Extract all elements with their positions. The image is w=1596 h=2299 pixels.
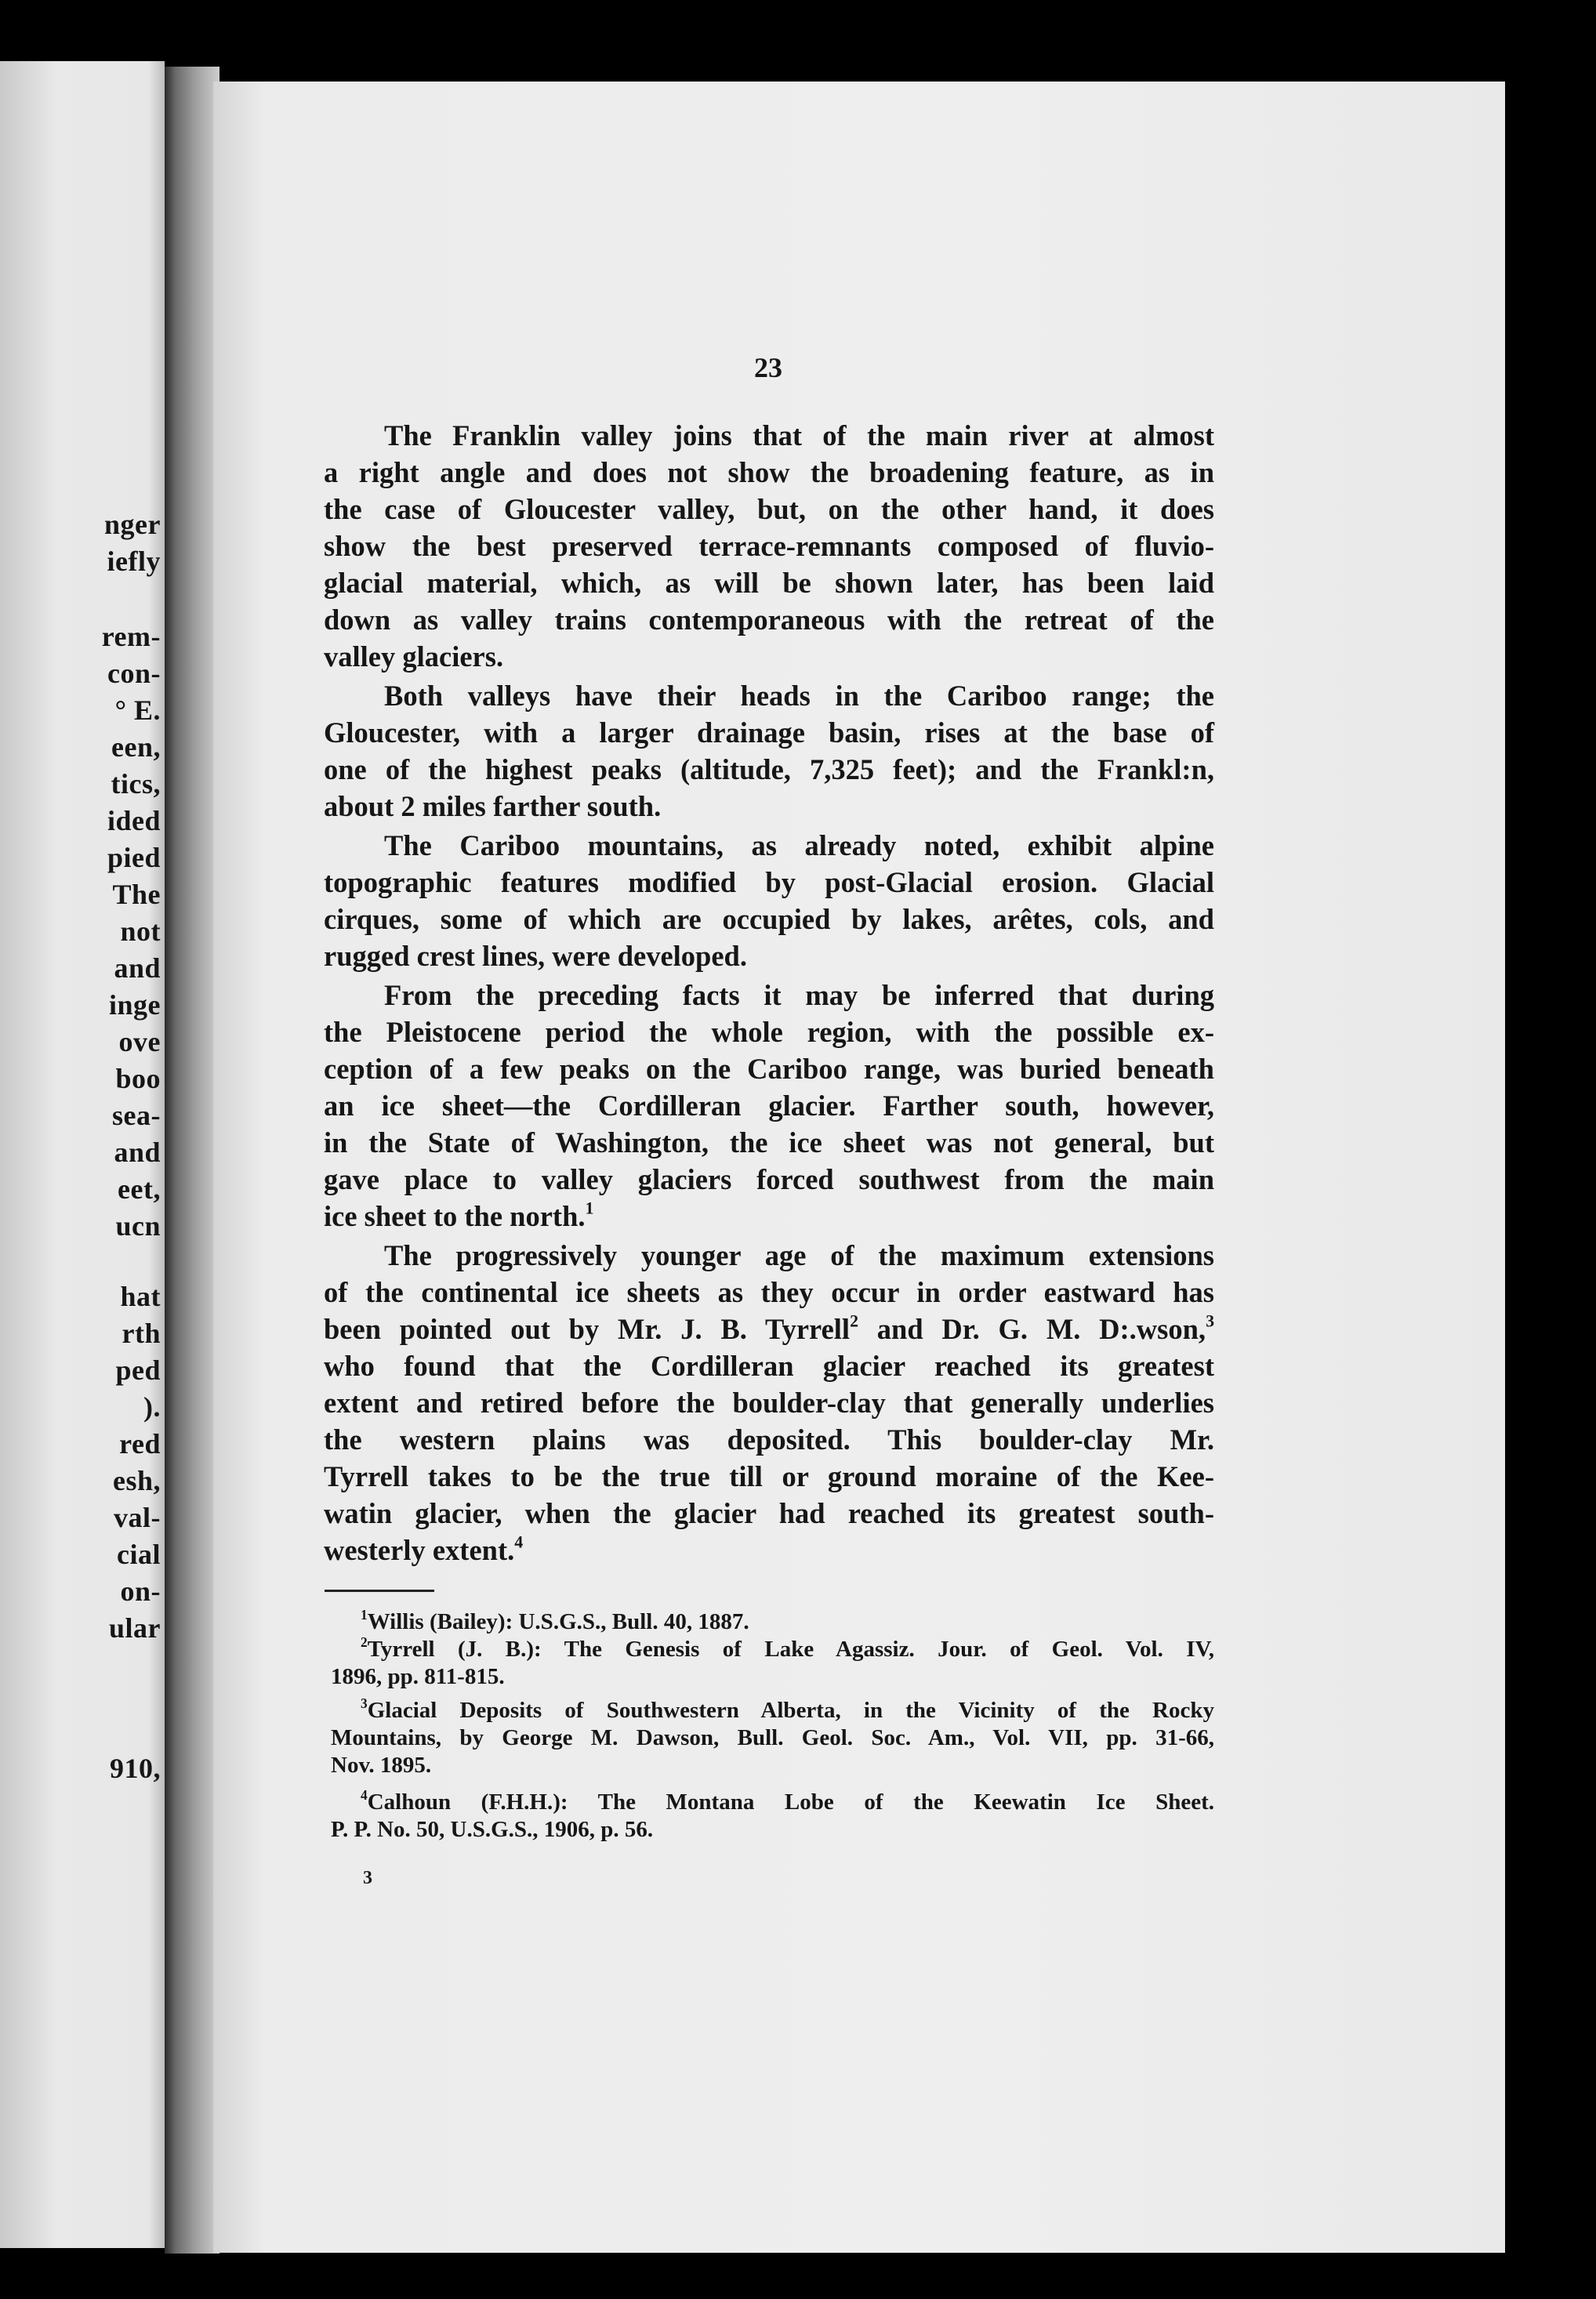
left-page-fragment: pied <box>107 842 161 873</box>
body-line: of the continental ice sheets as they occur in order eastward has <box>324 1276 1214 1308</box>
footnote-ref: 4 <box>514 1532 524 1552</box>
footnote-text: Glacial Deposits of Southwestern Alberta, in the Vicinity of the Rocky <box>367 1698 1214 1723</box>
left-page-fragment: ular <box>108 1612 161 1644</box>
left-page-fragment: con- <box>107 658 161 689</box>
page-number: 23 <box>754 352 782 383</box>
footnote-continuation: Nov. 1895. <box>331 1753 432 1778</box>
body-line-text: westerly extent. <box>324 1534 515 1566</box>
body-line: an ice sheet—the Cordilleran glacier. Farther south, however, <box>324 1090 1214 1122</box>
body-line: topographic features modified by post-Glacial erosion. Glacial <box>324 866 1214 898</box>
body-line <box>324 1532 1214 1566</box>
left-page-fragment: on- <box>120 1576 161 1607</box>
footnote-continuation: 1896, pp. 811-815. <box>331 1664 505 1689</box>
body-line: Gloucester, with a larger drainage basin, rises at the base of <box>324 716 1214 749</box>
left-page-fragment: ). <box>143 1391 161 1423</box>
body-line: Both valleys have their heads in the Cariboo range; the <box>384 680 1214 712</box>
left-page-fragment: ove <box>118 1026 161 1057</box>
body-line: a right angle and does not show the broadening feature, as in <box>324 456 1214 488</box>
body-line: The progressively younger age of the maximum extensions <box>384 1239 1214 1271</box>
footnote <box>361 1695 1214 1723</box>
body-line: From the preceding facts it may be inferred that during <box>384 979 1214 1011</box>
body-line: watin glacier, when the glacier had reached its greatest south- <box>324 1497 1214 1529</box>
body-line <box>324 1311 1215 1345</box>
body-line: the western plains was deposited. This boulder-clay Mr. <box>324 1423 1214 1456</box>
footnote-mark: 1 <box>361 1606 368 1623</box>
left-page-fragment: inge <box>108 989 161 1021</box>
left-page-fragment: esh, <box>112 1465 161 1496</box>
left-page-fragment: val- <box>114 1502 161 1533</box>
body-line: the case of Gloucester valley, but, on the other hand, it does <box>324 493 1214 525</box>
body-line: ception of a few peaks on the Cariboo range, was buried beneath <box>324 1053 1214 1085</box>
left-page-fragment: ided <box>107 805 161 836</box>
footnote-text: Willis (Bailey): U.S.G.S., Bull. 40, 1887. <box>367 1609 749 1634</box>
footnote-mark: 2 <box>361 1634 368 1650</box>
footnote-ref: 1 <box>585 1198 594 1218</box>
left-page-fragment: een, <box>111 731 161 763</box>
left-page-fragment: 910, <box>110 1753 161 1784</box>
body-line: down as valley trains contemporaneous with the retreat of the <box>324 604 1214 636</box>
body-line: gave place to valley glaciers forced southwest from the main <box>324 1163 1214 1195</box>
left-page-fragment: iefly <box>107 546 161 577</box>
footnote-rule <box>325 1590 434 1592</box>
body-line: the Pleistocene period the whole region, with the possible ex- <box>324 1016 1214 1048</box>
left-page-fragment: ped <box>115 1354 161 1386</box>
body-line: valley glaciers. <box>324 640 504 673</box>
left-page-fragment: and <box>114 1137 161 1168</box>
footnote <box>361 1606 1214 1634</box>
left-page-fragment: hat <box>120 1281 161 1312</box>
left-page-fragment: and <box>114 952 161 984</box>
left-page-fragment: ucn <box>115 1210 161 1242</box>
body-line: show the best preserved terrace-remnants composed of fluvio- <box>324 530 1214 562</box>
footnote-text: Tyrrell (J. B.): The Genesis of Lake Agassiz. Jour. of Geol. Vol. IV, <box>367 1637 1214 1662</box>
left-page-fragment: boo <box>115 1063 161 1094</box>
body-line: Tyrrell takes to be the true till or ground moraine of the Kee- <box>324 1460 1214 1492</box>
left-page-fragment: ° E. <box>114 694 161 726</box>
footnote-continuation: P. P. No. 50, U.S.G.S., 1906, p. 56. <box>331 1817 654 1842</box>
previous-page-edge <box>0 61 165 2248</box>
left-page-fragment: sea- <box>112 1100 161 1131</box>
body-line: about 2 miles farther south. <box>324 790 662 822</box>
body-line: glacial material, which, as will be shown later, has been laid <box>324 567 1214 599</box>
footnote-ref: 2 <box>850 1311 859 1331</box>
left-page-fragment: nger <box>104 509 161 540</box>
footnote-continuation: Mountains, by George M. Dawson, Bull. Geol. Soc. Am., Vol. VII, pp. 31-66, <box>331 1725 1214 1750</box>
left-page-fragment: not <box>120 916 161 947</box>
body-line <box>324 1198 1214 1232</box>
body-line: who found that the Cordilleran glacier reached its greatest <box>324 1350 1214 1382</box>
left-page-fragment: rth <box>122 1318 161 1349</box>
left-page-fragment: The <box>112 879 161 910</box>
body-line: cirques, some of which are occupied by lakes, arêtes, cols, and <box>324 903 1214 935</box>
printer-signature-mark: 3 <box>363 1868 372 1888</box>
body-line: The Franklin valley joins that of the main river at almost <box>384 419 1214 451</box>
left-page-fragment: eet, <box>118 1173 161 1205</box>
body-line: The Cariboo mountains, as already noted, exhibit alpine <box>384 829 1214 861</box>
footnote <box>361 1786 1214 1815</box>
left-page-fragment: cial <box>117 1539 161 1570</box>
left-page-fragment: tics, <box>111 768 161 800</box>
body-line: rugged crest lines, were developed. <box>324 940 747 972</box>
footnote <box>361 1634 1214 1662</box>
body-line: in the State of Washington, the ice sheet was not general, but <box>324 1126 1214 1159</box>
body-line-text: ice sheet to the north. <box>324 1200 586 1232</box>
footnote-mark: 3 <box>361 1695 368 1711</box>
body-line-text: and Dr. G. M. D:.wson, <box>858 1313 1206 1345</box>
body-line-text: been pointed out by Mr. J. B. Tyrrell <box>324 1313 851 1345</box>
footnote-mark: 4 <box>361 1786 368 1803</box>
footnote-ref: 3 <box>1206 1311 1215 1331</box>
body-line: one of the highest peaks (altitude, 7,325 feet); and the Frankl:n, <box>324 753 1214 785</box>
binding-gutter <box>165 67 219 2254</box>
body-line: extent and retired before the boulder-clay that generally underlies <box>324 1387 1214 1419</box>
left-page-fragment: rem- <box>101 621 161 652</box>
left-page-fragment: red <box>119 1428 161 1460</box>
footnote-text: Calhoun (F.H.H.): The Montana Lobe of the Keewatin Ice Sheet. <box>367 1790 1214 1815</box>
